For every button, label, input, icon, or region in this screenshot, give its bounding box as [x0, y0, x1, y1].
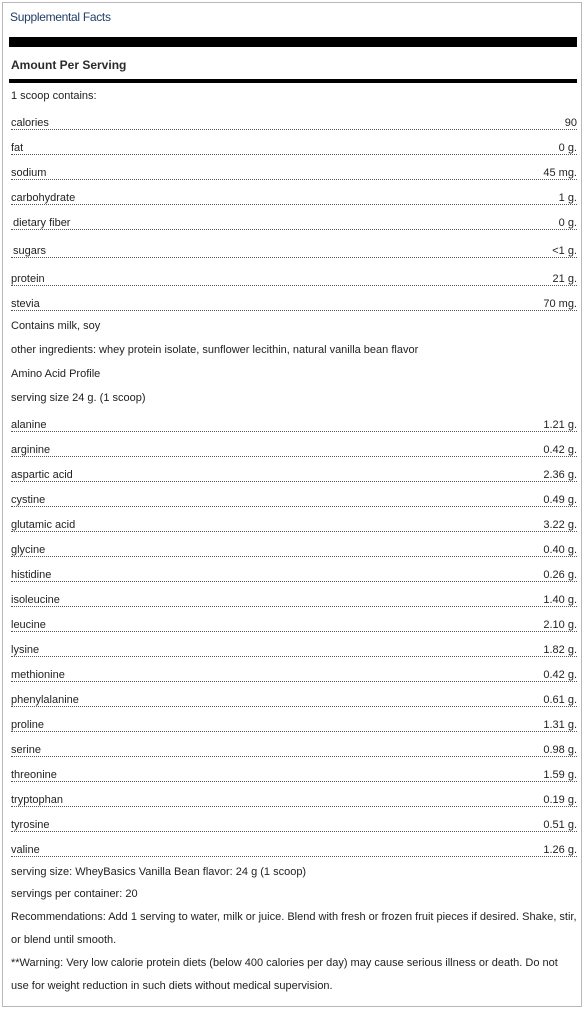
servings-per-container: servings per container: 20 — [11, 888, 138, 900]
nutrient-value: 0 g. — [558, 217, 577, 229]
amino-label: lysine — [11, 644, 40, 656]
nutrient-row — [11, 273, 577, 289]
amino-label: serine — [11, 744, 41, 756]
dotted-leader — [11, 831, 577, 832]
amino-row — [11, 469, 577, 485]
amino-value: 0.49 g. — [543, 494, 577, 506]
nutrient-label: protein — [11, 273, 45, 285]
amino-value: 2.10 g. — [543, 619, 577, 631]
amino-row — [11, 794, 577, 810]
amino-label: aspartic acid — [11, 469, 73, 481]
dotted-leader — [11, 656, 577, 657]
amino-label: isoleucine — [11, 594, 60, 606]
amino-label: glycine — [11, 544, 46, 556]
amino-acid-profile-heading: Amino Acid Profile — [11, 368, 101, 380]
amino-row — [11, 669, 577, 685]
nutrient-value: 90 — [564, 117, 577, 129]
nutrient-label: stevia — [11, 298, 40, 310]
amino-row — [11, 494, 577, 510]
nutrient-label: sugars — [13, 245, 47, 257]
dotted-leader — [11, 531, 577, 532]
nutrient-label: calories — [11, 117, 49, 129]
amino-row — [11, 519, 577, 535]
amino-value: 0.42 g. — [543, 669, 577, 681]
amino-value: 1.31 g. — [543, 719, 577, 731]
amino-label: histidine — [11, 569, 52, 581]
amino-value: 0.42 g. — [543, 444, 577, 456]
amino-value: 1.82 g. — [543, 644, 577, 656]
amino-label: proline — [11, 719, 45, 731]
medium-divider — [9, 79, 577, 83]
nutrient-value: 0 g. — [558, 142, 577, 154]
dotted-leader — [11, 781, 577, 782]
amino-value: 0.51 g. — [543, 819, 577, 831]
amino-value: 0.61 g. — [543, 694, 577, 706]
nutrient-row — [11, 117, 577, 133]
amino-label: tyrosine — [11, 819, 50, 831]
nutrient-value: 45 mg. — [543, 167, 577, 179]
nutrient-row — [11, 192, 577, 208]
nutrient-value: 21 g. — [552, 273, 577, 285]
serving-size-text: serving size: WheyBasics Vanilla Bean flavor: 24 g (1 scoop) — [11, 866, 307, 878]
amino-label: arginine — [11, 444, 51, 456]
amino-row — [11, 569, 577, 585]
amount-per-serving-heading: Amount Per Serving — [11, 58, 127, 72]
amino-label: leucine — [11, 619, 46, 631]
amino-row — [11, 819, 577, 835]
amino-row — [11, 719, 577, 735]
dotted-leader — [11, 706, 577, 707]
other-ingredients: other ingredients: whey protein isolate, sunflower lecithin, natural vanilla bean flavor — [11, 344, 419, 356]
nutrient-row — [11, 298, 577, 314]
recommendations-text: Recommendations: Add 1 serving to water, milk or juice. Blend with fresh or frozen fruit pieces if desired. Shake, stir, or blend until smooth. — [11, 911, 577, 946]
amino-label: cystine — [11, 494, 46, 506]
amino-label: valine — [11, 844, 40, 856]
nutrient-row — [11, 142, 577, 158]
dotted-leader — [11, 606, 577, 607]
dotted-leader — [11, 556, 577, 557]
amino-row — [11, 419, 577, 435]
amino-value: 1.26 g. — [543, 844, 577, 856]
amino-value: 1.21 g. — [543, 419, 577, 431]
nutrient-value: <1 g. — [552, 245, 577, 257]
amino-row — [11, 644, 577, 660]
dotted-leader — [11, 129, 577, 130]
nutrient-label: carbohydrate — [11, 192, 76, 204]
nutrient-value: 1 g. — [558, 192, 577, 204]
amino-row — [11, 844, 577, 860]
amino-label: threonine — [11, 769, 57, 781]
amino-row — [11, 619, 577, 635]
dotted-leader — [11, 257, 577, 258]
allergen-statement: Contains milk, soy — [11, 320, 101, 332]
amino-label: alanine — [11, 419, 47, 431]
dotted-leader — [11, 506, 577, 507]
amino-value: 2.36 g. — [543, 469, 577, 481]
nutrient-label: dietary fiber — [13, 217, 71, 229]
amino-label: phenylalanine — [11, 694, 79, 706]
amino-label: glutamic acid — [11, 519, 76, 531]
amino-row — [11, 744, 577, 760]
amino-row — [11, 594, 577, 610]
dotted-leader — [11, 229, 577, 230]
amino-label: methionine — [11, 669, 65, 681]
dotted-leader — [11, 154, 577, 155]
dotted-leader — [11, 681, 577, 682]
dotted-leader — [11, 856, 577, 857]
amino-value: 3.22 g. — [543, 519, 577, 531]
dotted-leader — [11, 731, 577, 732]
dotted-leader — [11, 631, 577, 632]
nutrient-row — [11, 167, 577, 183]
amino-serving-size: serving size 24 g. (1 scoop) — [11, 392, 146, 404]
dotted-leader — [11, 431, 577, 432]
amino-label: tryptophan — [11, 794, 63, 806]
dotted-leader — [11, 204, 577, 205]
amino-value: 0.40 g. — [543, 544, 577, 556]
dotted-leader — [11, 806, 577, 807]
amino-value: 0.26 g. — [543, 569, 577, 581]
dotted-leader — [11, 456, 577, 457]
dotted-leader — [11, 581, 577, 582]
amino-value: 1.59 g. — [543, 769, 577, 781]
amino-value: 0.19 g. — [543, 794, 577, 806]
nutrient-row — [11, 245, 577, 261]
dotted-leader — [11, 481, 577, 482]
scoop-contains-text: 1 scoop contains: — [11, 90, 97, 102]
amino-row — [11, 444, 577, 460]
nutrient-value: 70 mg. — [543, 298, 577, 310]
dotted-leader — [11, 285, 577, 286]
nutrient-label: sodium — [11, 167, 47, 179]
nutrient-row — [11, 217, 577, 233]
dotted-leader — [11, 310, 577, 311]
amino-value: 1.40 g. — [543, 594, 577, 606]
amino-row — [11, 694, 577, 710]
warning-text: **Warning: Very low calorie protein diets (below 400 calories per day) may cause serious illness or death. Do not use for weight reduction in such diets without medical supervision. — [11, 957, 558, 992]
amino-value: 0.98 g. — [543, 744, 577, 756]
amino-row — [11, 769, 577, 785]
panel-title: Supplemental Facts — [10, 10, 111, 24]
dotted-leader — [11, 756, 577, 757]
thick-divider — [9, 37, 577, 47]
dotted-leader — [11, 179, 577, 180]
nutrient-label: fat — [11, 142, 24, 154]
amino-row — [11, 544, 577, 560]
